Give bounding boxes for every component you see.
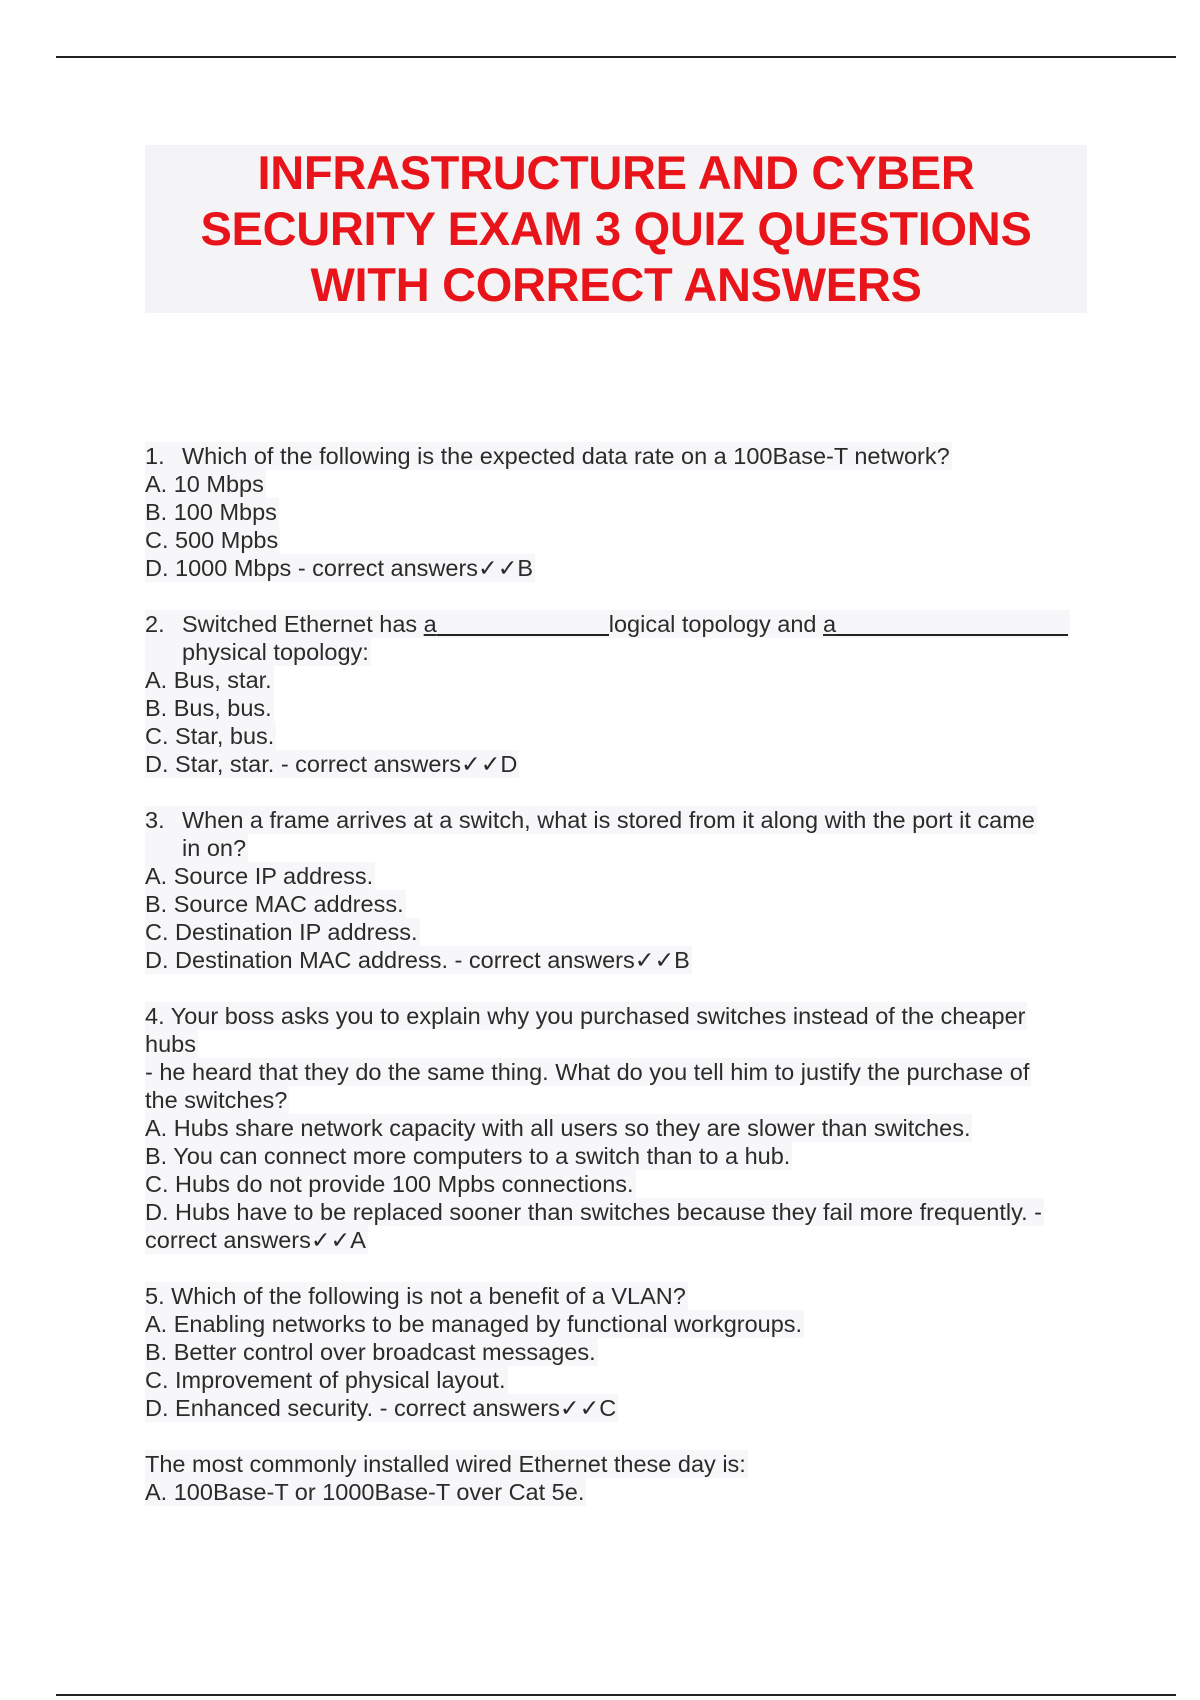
question-prompt-part: Switched Ethernet has <box>182 611 424 637</box>
answer-option: B. 100 Mbps <box>145 499 277 525</box>
answer-option: C. Improvement of physical layout. <box>145 1367 506 1393</box>
question-6 <box>145 1450 1085 1506</box>
question-prompt: Which of the following is the expected data rate on a 100Base-T network? <box>182 443 950 469</box>
question-3 <box>145 806 1085 974</box>
question-prompt-continued: physical topology: <box>145 638 371 666</box>
question-1 <box>145 442 1085 582</box>
answer-option-correct: D. Star, star. - correct answers✓✓D <box>145 751 518 777</box>
answer-option: B. Bus, bus. <box>145 695 272 721</box>
answer-option: B. Better control over broadcast messages. <box>145 1339 596 1365</box>
question-4 <box>145 1002 1085 1254</box>
answer-option: C. Hubs do not provide 100 Mpbs connections. <box>145 1171 634 1197</box>
answer-option: C. Destination IP address. <box>145 919 418 945</box>
blank-article: a <box>823 611 837 637</box>
question-text <box>145 442 952 470</box>
question-5 <box>145 1282 1085 1422</box>
question-number: 2. <box>145 611 165 637</box>
answer-option-correct: correct answers✓✓A <box>145 1227 366 1253</box>
answer-option: A. Bus, star. <box>145 667 272 693</box>
answer-option: C. 500 Mpbs <box>145 527 279 553</box>
question-prompt: hubs <box>145 1031 196 1057</box>
question-prompt: - he heard that they do the same thing. What do you tell him to justify the purchase of <box>145 1059 1030 1085</box>
question-prompt: the switches? <box>145 1087 288 1113</box>
answer-option: B. You can connect more computers to a switch than to a hub. <box>145 1143 791 1169</box>
answer-option-correct: D. Destination MAC address. - correct answers✓✓B <box>145 947 690 973</box>
question-text <box>145 610 1070 638</box>
header-rule <box>56 56 1176 58</box>
answer-option: D. Hubs have to be replaced sooner than switches because they fail more frequently. - <box>145 1199 1042 1225</box>
answer-option: C. Star, bus. <box>145 723 275 749</box>
question-prompt: 4. Your boss asks you to explain why you purchased switches instead of the cheaper <box>145 1003 1026 1029</box>
question-prompt: 5. Which of the following is not a benefit of a VLAN? <box>145 1283 686 1309</box>
title-line: WITH CORRECT ANSWERS <box>310 258 922 311</box>
question-prompt: The most commonly installed wired Ethernet these day is: <box>145 1451 746 1477</box>
question-prompt-part: logical topology and <box>608 611 824 637</box>
answer-option: A. 100Base-T or 1000Base-T over Cat 5e. <box>145 1479 585 1505</box>
fill-in-blank <box>437 610 609 636</box>
title-line: SECURITY EXAM 3 QUIZ QUESTIONS <box>200 202 1032 255</box>
answer-option: B. Source MAC address. <box>145 891 404 917</box>
question-number: 1. <box>145 443 165 469</box>
question-number: 3. <box>145 807 165 833</box>
answer-option: A. Source IP address. <box>145 863 374 889</box>
fill-in-blank <box>836 610 1068 636</box>
answer-option: A. Hubs share network capacity with all users so they are slower than switches. <box>145 1115 971 1141</box>
footer-rule <box>56 1694 1176 1696</box>
answer-option: A. Enabling networks to be managed by functional workgroups. <box>145 1311 803 1337</box>
blank-article: a <box>423 611 437 637</box>
question-prompt: When a frame arrives at a switch, what is stored from it along with the port it came <box>182 807 1035 833</box>
question-text <box>145 806 1037 834</box>
question-2 <box>145 610 1085 778</box>
question-list <box>145 442 1085 1506</box>
answer-option: A. 10 Mbps <box>145 471 264 497</box>
answer-option-correct: D. 1000 Mbps - correct answers✓✓B <box>145 555 534 581</box>
title-line: INFRASTRUCTURE AND CYBER <box>257 146 975 199</box>
document-title <box>145 145 1087 313</box>
question-prompt-continued: in on? <box>145 834 248 862</box>
answer-option-correct: D. Enhanced security. - correct answers✓✓C <box>145 1395 617 1421</box>
